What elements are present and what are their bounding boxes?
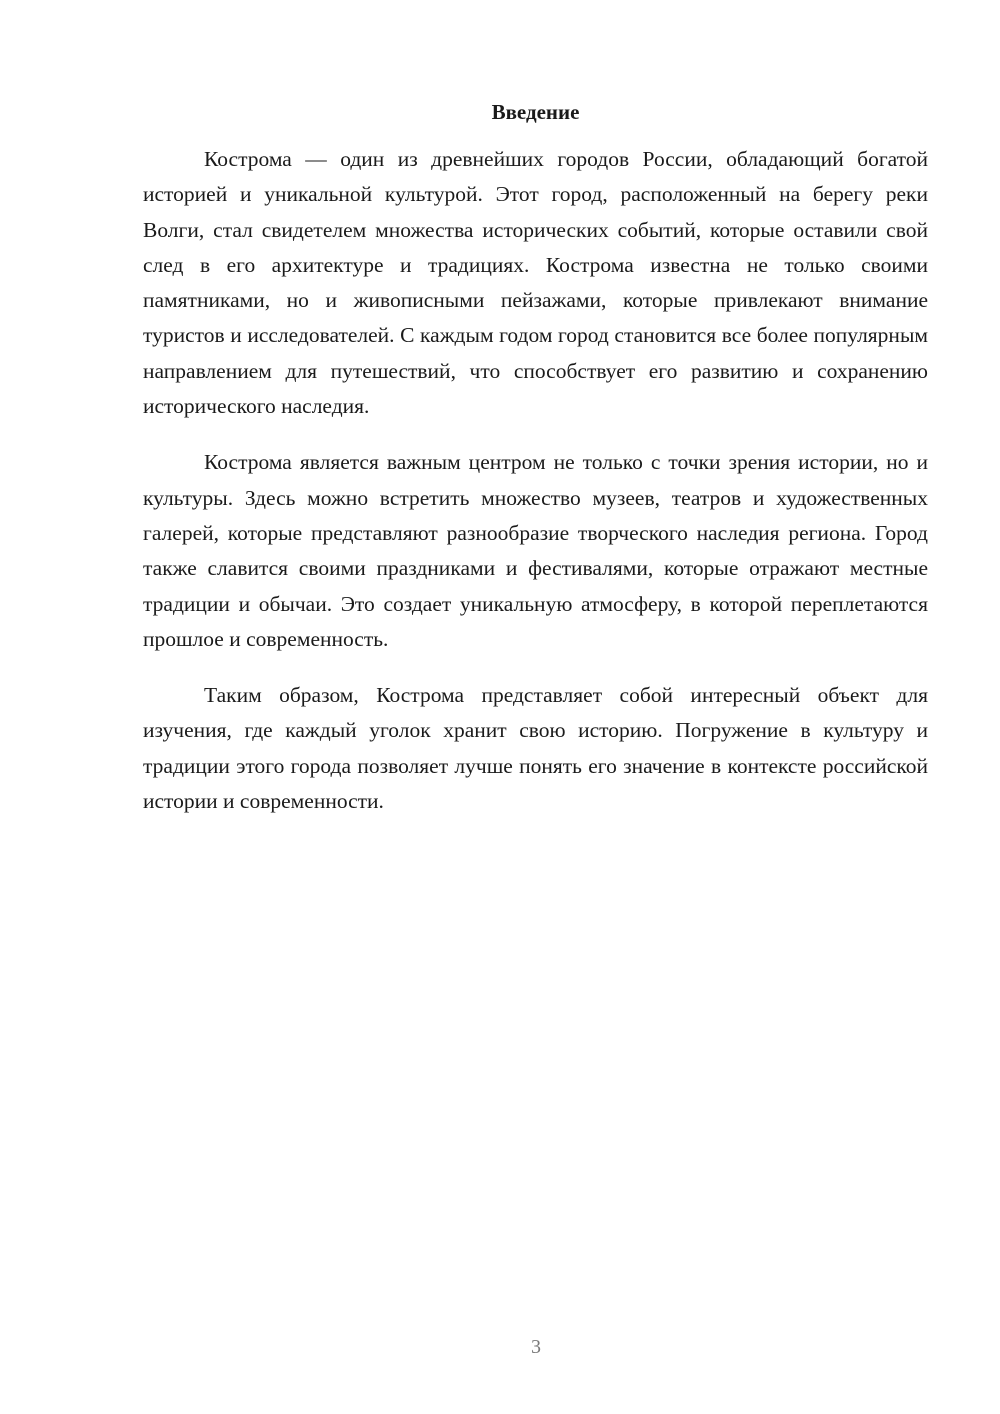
paragraph-2: Кострома является важным центром не только с точки зрения истории, но и культуры. Здесь можно встретить множество музеев, театров и художественных галерей, которые представляют разнообразие творческого наследия региона. Город также славится своими праздниками и фестивалями, которые отражают местные традиции и обычаи. Это создает уникальную атмосферу, в которой переплетаются прошлое и современность. (143, 450, 928, 651)
document-body (143, 142, 928, 840)
paragraph-1: Кострома — один из древнейших городов России, обладающий богатой историей и уникальной культурой. Этот город, расположенный на берегу реки Волги, стал свидетелем множества исторических событий, которые оставили свой след в его архитектуре и традициях. Кострома известна не только своими памятниками, но и живописными пейзажами, которые привлекают внимание туристов и исследователей. С каждым годом город становится все более популярным направлением для путешествий, что способствует его развитию и сохранению исторического наследия. (143, 147, 928, 419)
page-number: 3 (531, 1336, 541, 1358)
section-title: Введение (491, 100, 580, 124)
paragraph-3: Таким образом, Кострома представляет собой интересный объект для изучения, где каждый уголок хранит свою историю. Погружение в культуру и традиции этого города позволяет лучше понять его значение в контексте российской истории и современности. (143, 683, 928, 814)
